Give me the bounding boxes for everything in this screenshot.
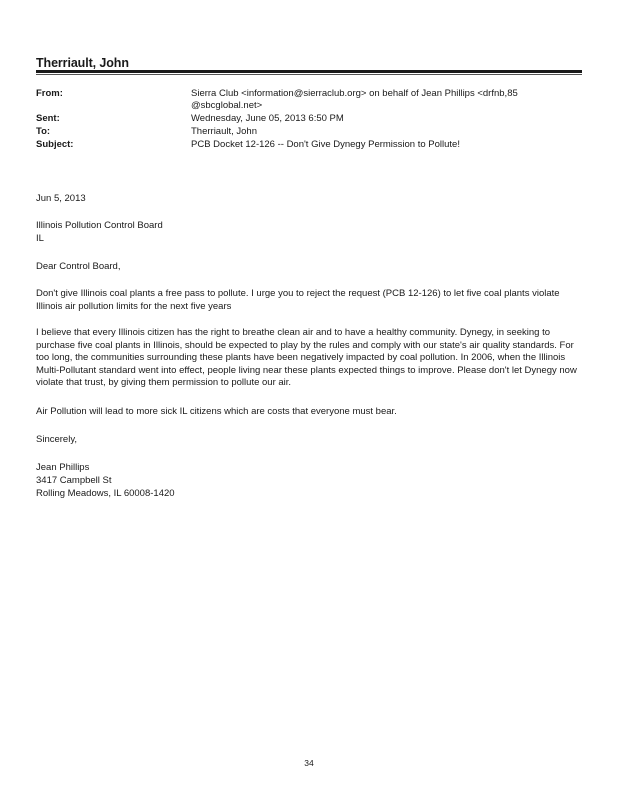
page-number: 34 — [304, 758, 314, 768]
paragraph-2: I believe that every Illinois citizen has the right to breathe clean air and to have a healthy community. Dynegy, in seeking to purchase five coal plants in Illinois, should be expected to play by the rules and comply with our state's air quality standards. For too long, the communities surrounding these plants have been negatively impacted by coal pollution. In 2006, when the Illinois Multi-Pollutant standard went into effect, people living near these plants expected things to improve. Please don't let Dynegy now violate that trust, by giving them permission to pollute our air. — [36, 327, 577, 389]
signature-street: 3417 Campbell St — [36, 475, 112, 486]
signature-name: Jean Phillips — [36, 462, 90, 473]
from-value-line1: Sierra Club <information@sierraclub.org> on behalf of Jean Phillips <drfnb,85 — [191, 88, 518, 99]
addressee-line1: Illinois Pollution Control Board — [36, 220, 163, 231]
salutation: Dear Control Board, — [36, 261, 121, 272]
paragraph-1: Don't give Illinois coal plants a free pass to pollute. I urge you to reject the request (PCB 12-126) to let five coal plants violate Illinois air pollution limits for the next five years — [36, 288, 560, 312]
from-value-line2: @sbcglobal.net> — [191, 99, 263, 111]
recipient-heading: Therriault, John — [36, 56, 129, 70]
subject-value: PCB Docket 12-126 -- Don't Give Dynegy Permission to Pollute! — [191, 139, 460, 150]
addressee-line2: IL — [36, 233, 44, 244]
closing: Sincerely, — [36, 434, 78, 445]
sent-label: Sent: — [36, 113, 60, 124]
letter-date: Jun 5, 2013 — [36, 193, 86, 204]
subject-label: Subject: — [36, 139, 74, 150]
paragraph-3: Air Pollution will lead to more sick IL citizens which are costs that everyone must bear. — [36, 406, 397, 417]
header-divider — [36, 70, 582, 73]
from-label: From: — [36, 88, 63, 99]
to-label: To: — [36, 126, 51, 137]
header-divider-thin — [36, 74, 582, 75]
sent-value: Wednesday, June 05, 2013 6:50 PM — [191, 113, 344, 124]
signature-city: Rolling Meadows, IL 60008-1420 — [36, 488, 175, 499]
to-value: Therriault, John — [191, 126, 258, 137]
from-value — [191, 88, 581, 111]
